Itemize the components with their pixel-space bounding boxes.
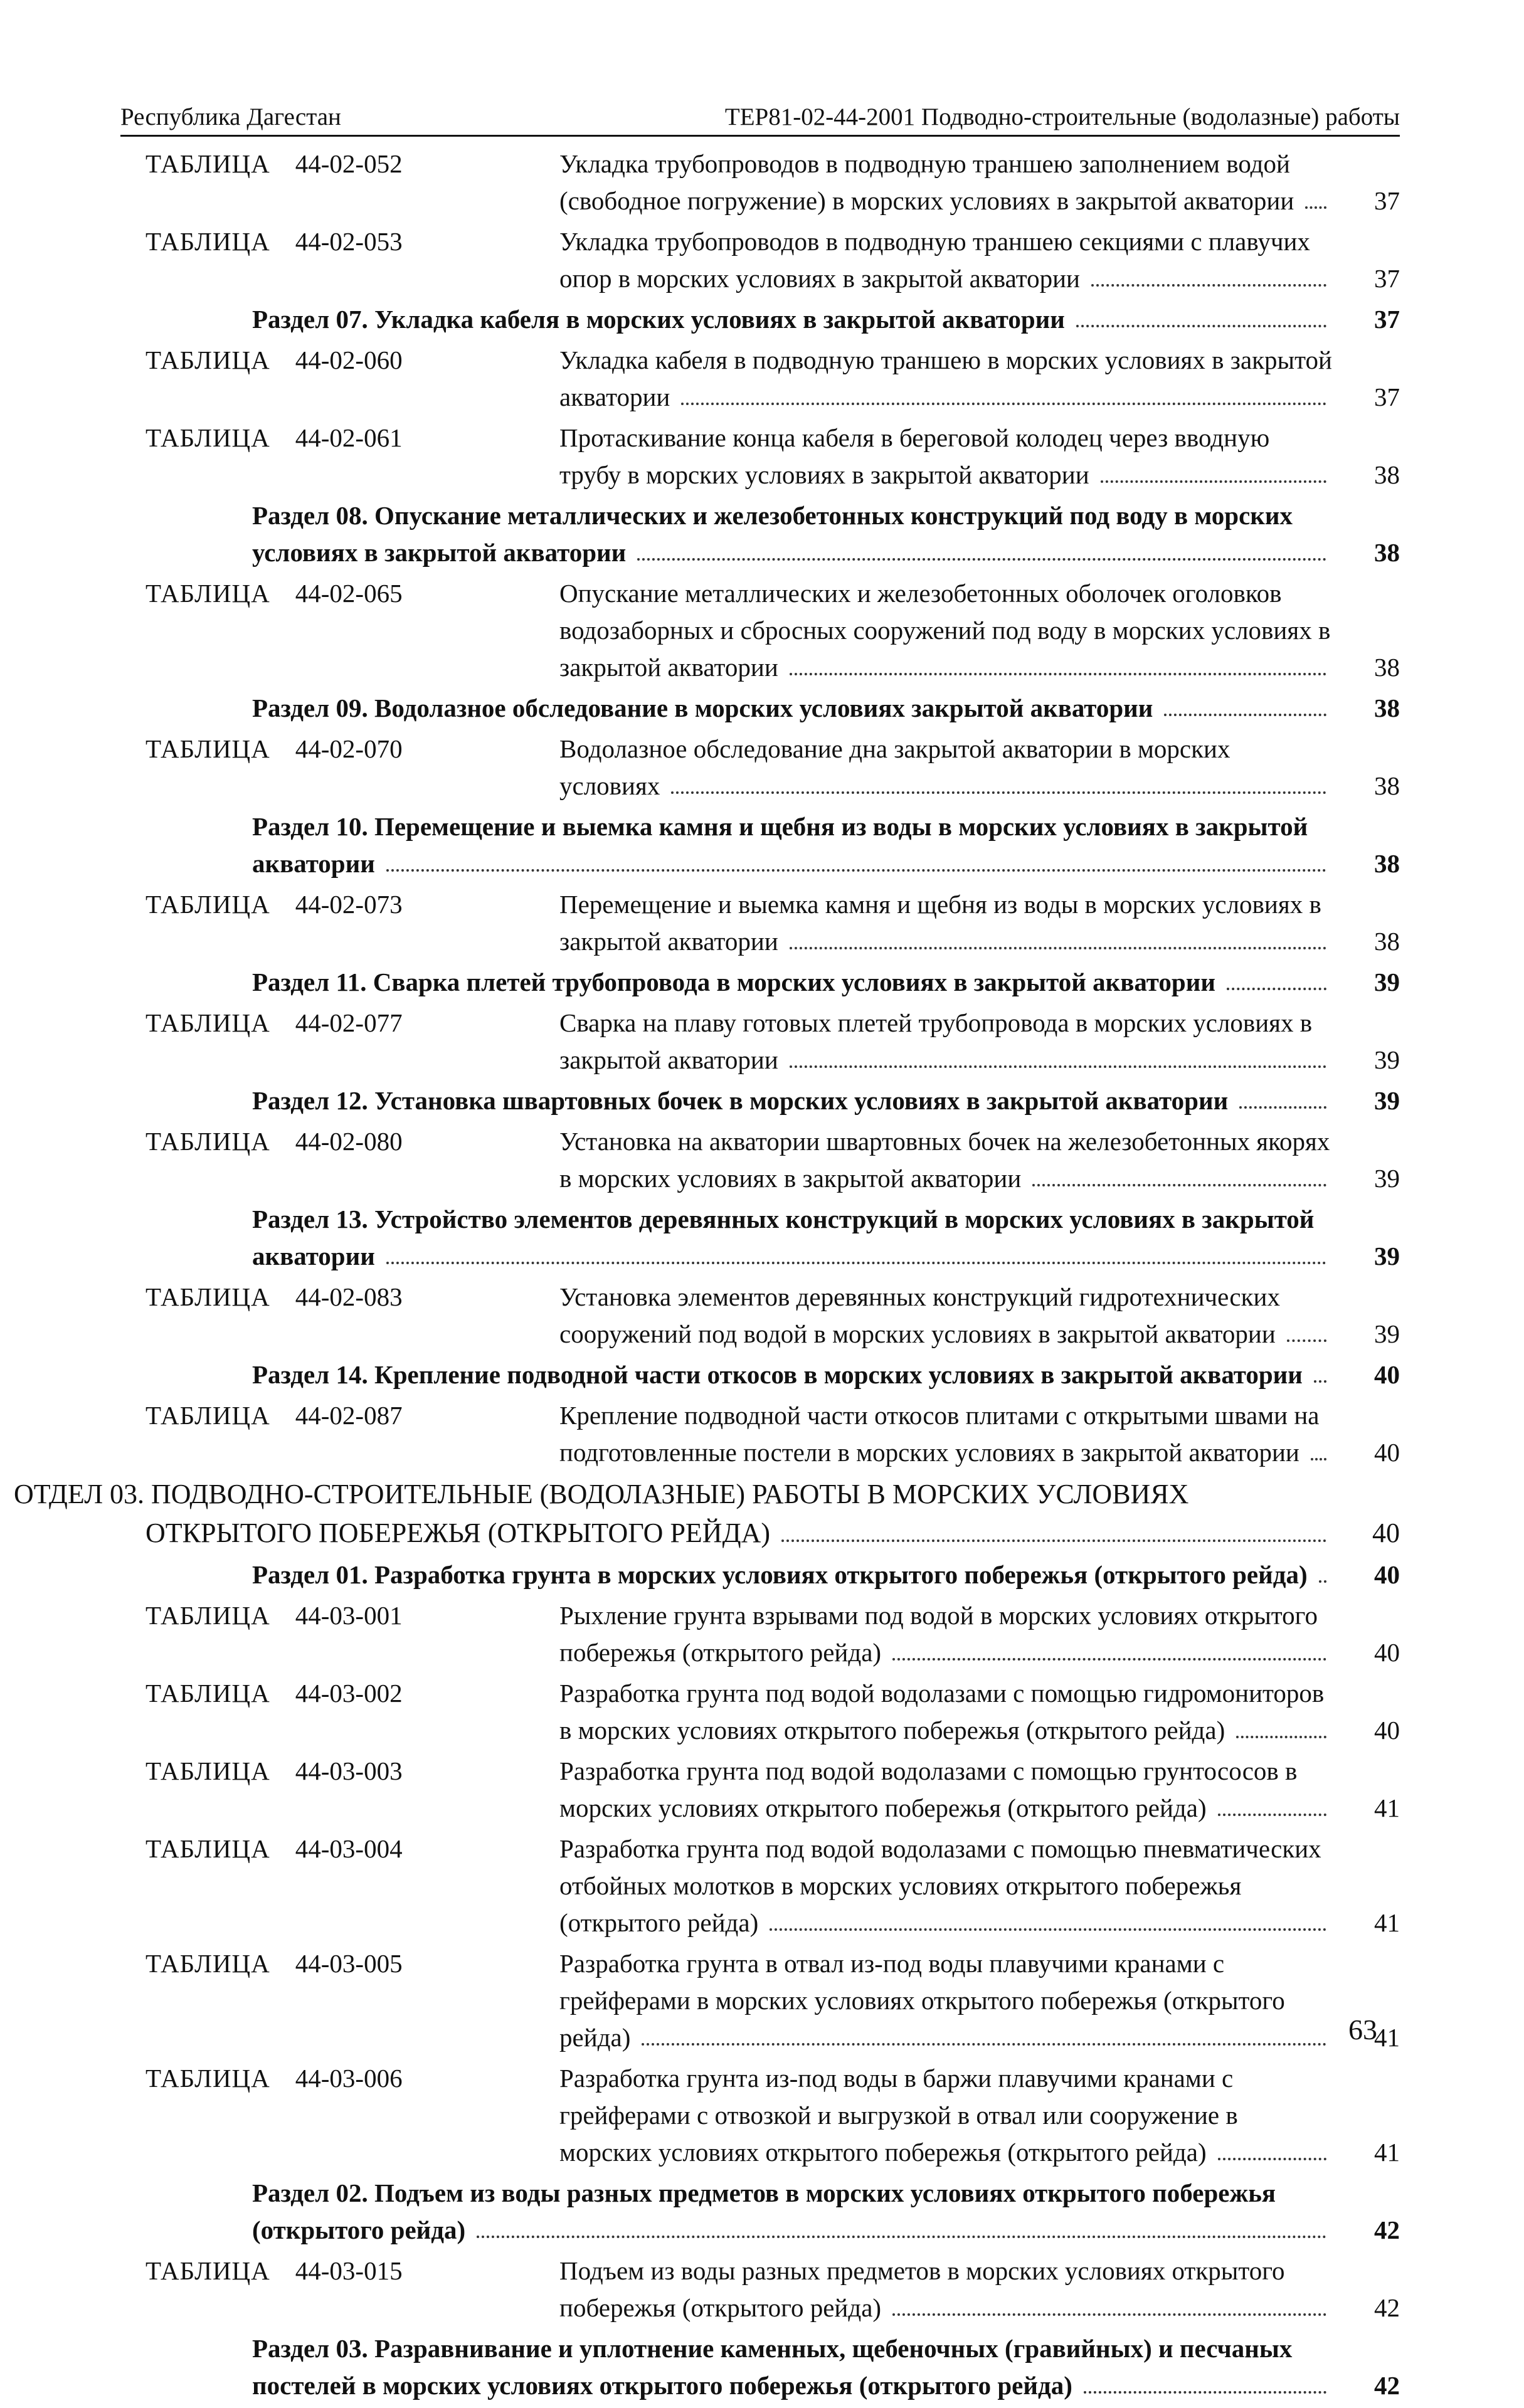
entry-title — [559, 1753, 1335, 1827]
entry-title-text: Опускание металлических и железобетонных оболочек оголовков водозаборных и сбросных сооружений под воду в морских условиях в закрытой акватории — [559, 579, 1331, 682]
section-title-text: Раздел 08. Опускание металлических и железобетонных конструкций под воду в морских условиях в закрытой акватории — [252, 501, 1293, 567]
section-title-text: Раздел 14. Крепление подводной части откосов в морских условиях в закрытой акватории — [252, 1360, 1308, 1389]
table-code: 44-02-087 — [295, 1401, 403, 1430]
toc-section-row — [146, 2330, 1407, 2404]
toc-section-row — [146, 1082, 1407, 1119]
section-page: 37 — [1374, 305, 1400, 334]
entry-title — [559, 731, 1335, 805]
header-right: ТЕР81-02-44-2001 Подводно-строительные (водолазные) работы — [724, 103, 1400, 130]
entry-page: 41 — [1374, 1908, 1400, 1937]
toc-table-row — [146, 575, 1407, 686]
table-keyword: ТАБЛИЦА — [146, 1401, 270, 1430]
dot-leader — [1101, 480, 1326, 483]
table-keyword: ТАБЛИЦА — [146, 2064, 270, 2093]
toc-table-row — [146, 2060, 1407, 2171]
entry-page: 37 — [1374, 383, 1400, 411]
dot-leader — [1084, 2391, 1326, 2394]
toc-table-row — [146, 145, 1407, 219]
entry-title — [559, 1830, 1335, 1941]
dot-leader — [892, 1658, 1326, 1661]
section-title-text: Раздел 10. Перемещение и выемка камня и щебня из воды в морских условиях в закрытой акватории — [252, 812, 1308, 878]
table-code: 44-02-073 — [295, 890, 403, 919]
section-title-text: Раздел 11. Сварка плетей трубопровода в морских условиях в закрытой акватории — [252, 968, 1220, 996]
section-page: 38 — [1374, 694, 1400, 722]
table-code: 44-03-004 — [295, 1834, 403, 1863]
dot-leader — [1091, 284, 1326, 287]
entry-title-text: Перемещение и выемка камня и щебня из воды в морских условиях в закрытой акватории — [559, 890, 1321, 956]
toc-table-row — [146, 1279, 1407, 1353]
entry-title — [559, 145, 1335, 219]
entry-page: 39 — [1374, 1045, 1400, 1074]
table-keyword: ТАБЛИЦА — [146, 1756, 270, 1785]
entry-title — [559, 1005, 1335, 1079]
toc-table-row — [146, 223, 1407, 297]
table-keyword: ТАБЛИЦА — [146, 1127, 270, 1156]
table-keyword: ТАБЛИЦА — [146, 1601, 270, 1630]
entry-title-text: Разработка грунта под водой водолазами с помощью пневматических отбойных молотков в морских условиях открытого побережья (открытого рейда) — [559, 1834, 1321, 1937]
entry-title — [559, 1675, 1335, 1749]
entry-page: 39 — [1374, 1164, 1400, 1193]
dot-leader — [671, 791, 1326, 794]
dot-leader — [1218, 1814, 1326, 1816]
table-code: 44-03-015 — [295, 2256, 403, 2285]
dot-leader — [1239, 1106, 1326, 1109]
entry-title-text: Разработка грунта в отвал из-под воды плавучими кранами с грейферами в морских условиях открытого побережья (открытого рейда) — [559, 1949, 1285, 2052]
table-code: 44-02-083 — [295, 1282, 403, 1311]
toc-table-row — [146, 2252, 1407, 2326]
entry-title-text: Укладка трубопроводов в подводную траншею секциями с плавучих опор в морских условиях в закрытой акватории — [559, 227, 1310, 293]
toc-section-row — [146, 1556, 1407, 1593]
dot-leader — [681, 403, 1326, 405]
dot-leader — [790, 1065, 1326, 1068]
table-code: 44-02-065 — [295, 579, 403, 608]
table-code: 44-02-061 — [295, 423, 403, 452]
section-title — [146, 964, 1335, 1001]
section-page: 39 — [1374, 1242, 1400, 1270]
section-title-text: Раздел 02. Подъем из воды разных предметов в морских условиях открытого побережья (открытого рейда) — [252, 2178, 1276, 2244]
table-label — [146, 2060, 559, 2171]
entry-title — [559, 1397, 1335, 1471]
dot-leader — [1311, 1458, 1326, 1460]
entry-title-text: Разработка грунта из-под воды в баржи плавучими кранами с грейферами с отвозкой и выгрузкой в отвал или сооружение в морских условиях открытого побережья (открытого рейда) — [559, 2064, 1238, 2167]
entry-title-text: Установка элементов деревянных конструкций гидротехнических сооружений под водой в морских условиях в закрытой акватории — [559, 1282, 1280, 1348]
toc-section-row — [146, 808, 1407, 882]
dot-leader — [781, 1539, 1326, 1542]
toc-otdel-row — [14, 1475, 1407, 1553]
running-header — [120, 93, 1400, 137]
toc-table-row — [146, 731, 1407, 805]
table-label — [146, 2252, 559, 2326]
entry-title-text: Крепление подводной части откосов плитами с открытыми швами на подготовленные постели в морских условиях в закрытой акватории — [559, 1401, 1320, 1467]
section-title-text: Раздел 12. Установка швартовных бочек в морских условиях в закрытой акватории — [252, 1086, 1233, 1115]
table-keyword: ТАБЛИЦА — [146, 1282, 270, 1311]
dot-leader — [1314, 1380, 1326, 1383]
table-label — [146, 731, 559, 805]
toc-table-row — [146, 1597, 1407, 1671]
table-keyword: ТАБЛИЦА — [146, 227, 270, 256]
entry-title-text: Протаскивание конца кабеля в береговой колодец через вводную трубу в морских условиях в закрытой акватории — [559, 423, 1270, 489]
section-title — [146, 1556, 1335, 1593]
dot-leader — [1032, 1184, 1326, 1186]
entry-title — [559, 1597, 1335, 1671]
toc-table-row — [146, 342, 1407, 416]
toc-table-row — [146, 420, 1407, 494]
toc-section-row — [146, 497, 1407, 571]
table-keyword: ТАБЛИЦА — [146, 1949, 270, 1978]
entry-title-text: Сварка на плаву готовых плетей трубопровода в морских условиях в закрытой акватории — [559, 1008, 1313, 1074]
entry-page: 38 — [1374, 653, 1400, 682]
table-code: 44-03-001 — [295, 1601, 403, 1630]
dot-leader — [892, 2313, 1326, 2316]
table-code: 44-02-077 — [295, 1008, 403, 1037]
entry-page: 37 — [1374, 264, 1400, 293]
table-code: 44-03-006 — [295, 2064, 403, 2093]
section-title — [146, 2330, 1335, 2404]
table-keyword: ТАБЛИЦА — [146, 1008, 270, 1037]
dot-leader — [790, 673, 1326, 675]
table-label — [146, 1123, 559, 1197]
entry-title-text: Разработка грунта под водой водолазами с помощью грунтососов в морских условиях открытого побережья (открытого рейда) — [559, 1756, 1298, 1822]
table-label — [146, 1945, 559, 2056]
toc-section-row — [146, 2175, 1407, 2249]
table-code: 44-02-060 — [295, 346, 403, 374]
table-keyword: ТАБЛИЦА — [146, 149, 270, 178]
entry-page: 42 — [1374, 2293, 1400, 2322]
dot-leader — [1076, 325, 1326, 327]
table-code: 44-02-070 — [295, 734, 403, 763]
section-title-text: Раздел 03. Разравнивание и уплотнение каменных, щебеночных (гравийных) и песчаных постелей в морских условиях открытого побережья (открытого рейда) — [252, 2334, 1293, 2400]
section-page: 40 — [1374, 1360, 1400, 1389]
toc-table-row — [146, 1945, 1407, 2056]
table-label — [146, 1597, 559, 1671]
section-title-text: Раздел 13. Устройство элементов деревянных конструкций в морских условиях в закрытой акватории — [252, 1205, 1315, 1270]
toc-table-row — [146, 1675, 1407, 1749]
entry-page: 38 — [1374, 771, 1400, 800]
toc-table-row — [146, 1005, 1407, 1079]
section-title — [146, 2175, 1335, 2249]
table-keyword: ТАБЛИЦА — [146, 579, 270, 608]
section-title — [146, 1082, 1335, 1119]
dot-leader — [1227, 988, 1326, 990]
entry-title — [559, 420, 1335, 494]
dot-leader — [642, 2043, 1326, 2046]
dot-leader — [1319, 1580, 1326, 1583]
toc-section-row — [146, 690, 1407, 727]
table-label — [146, 575, 559, 686]
entry-title — [559, 1123, 1335, 1197]
table-label — [146, 1675, 559, 1749]
toc-section-row — [146, 964, 1407, 1001]
dot-leader — [386, 1262, 1326, 1264]
dot-leader — [770, 1928, 1326, 1931]
section-page: 42 — [1374, 2371, 1400, 2400]
table-label — [146, 1005, 559, 1079]
dot-leader — [1164, 714, 1326, 716]
toc-table-row — [146, 1123, 1407, 1197]
page-number: 63 — [1348, 2014, 1377, 2046]
section-page: 38 — [1374, 849, 1400, 878]
table-label — [146, 420, 559, 494]
toc-section-row — [146, 1201, 1407, 1275]
entry-title — [559, 223, 1335, 297]
entry-title-text: Подъем из воды разных предметов в морских условиях открытого побережья (открытого рейда) — [559, 2256, 1285, 2322]
table-keyword: ТАБЛИЦА — [146, 1679, 270, 1708]
entry-title — [559, 886, 1335, 960]
table-label — [146, 1397, 559, 1471]
toc-section-row — [146, 301, 1407, 338]
table-label — [146, 1830, 559, 1941]
otdel-title — [14, 1475, 1335, 1553]
section-title — [146, 497, 1335, 571]
header-left: Республика Дагестан — [120, 103, 341, 130]
table-keyword: ТАБЛИЦА — [146, 2256, 270, 2285]
table-label — [146, 1279, 559, 1353]
table-label — [146, 223, 559, 297]
dot-leader — [386, 869, 1326, 872]
entry-title — [559, 342, 1335, 416]
section-page: 42 — [1374, 2215, 1400, 2244]
section-page: 40 — [1374, 1560, 1400, 1589]
entry-title — [559, 1279, 1335, 1353]
entry-title-text: Разработка грунта под водой водолазами с помощью гидромониторов в морских условиях открытого побережья (открытого рейда) — [559, 1679, 1325, 1745]
entry-page: 40 — [1374, 1716, 1400, 1745]
table-code: 44-03-002 — [295, 1679, 403, 1708]
entry-title-text: Рыхление грунта взрывами под водой в морских условиях открытого побережья (открытого рейда) — [559, 1601, 1318, 1667]
table-label — [146, 342, 559, 416]
otdel-title-text: ОТДЕЛ 03. ПОДВОДНО-СТРОИТЕЛЬНЫЕ (ВОДОЛАЗНЫЕ) РАБОТЫ В МОРСКИХ УСЛОВИЯХ ОТКРЫТОГО ПОБЕРЕЖЬЯ (ОТКРЫТОГО РЕЙДА) — [14, 1479, 1189, 1548]
table-code: 44-02-052 — [295, 149, 403, 178]
table-keyword: ТАБЛИЦА — [146, 1834, 270, 1863]
toc-section-row — [146, 1356, 1407, 1393]
table-code: 44-03-003 — [295, 1756, 403, 1785]
otdel-page: 40 — [1372, 1518, 1400, 1548]
toc-table-row — [146, 1397, 1407, 1471]
dot-leader — [1218, 2158, 1326, 2160]
table-keyword: ТАБЛИЦА — [146, 734, 270, 763]
entry-title-text: Установка на акватории швартовных бочек на железобетонных якорях в морских условиях в закрытой акватории — [559, 1127, 1330, 1193]
table-code: 44-02-053 — [295, 227, 403, 256]
entry-page: 38 — [1374, 927, 1400, 956]
entry-page: 41 — [1374, 1793, 1400, 1822]
entry-page: 41 — [1374, 2138, 1400, 2167]
entry-page: 39 — [1374, 1319, 1400, 1348]
dot-leader — [1236, 1736, 1326, 1738]
table-label — [146, 1753, 559, 1827]
section-title — [146, 301, 1335, 338]
table-code: 44-02-080 — [295, 1127, 403, 1156]
toc-table-row — [146, 886, 1407, 960]
section-title-text: Раздел 09. Водолазное обследование в морских условиях закрытой акватории — [252, 694, 1158, 722]
dot-leader — [1305, 206, 1326, 209]
entry-title — [559, 1945, 1335, 2056]
entry-page: 37 — [1374, 186, 1400, 215]
dot-leader — [477, 2236, 1326, 2238]
dot-leader — [1287, 1339, 1326, 1342]
entry-title — [559, 575, 1335, 686]
section-title-text: Раздел 01. Разработка грунта в морских условиях открытого побережья (открытого рейда) — [252, 1560, 1313, 1589]
toc-table-row — [146, 1830, 1407, 1941]
entry-page: 41 — [1374, 2023, 1400, 2052]
section-page: 39 — [1374, 968, 1400, 996]
section-title-text: Раздел 07. Укладка кабеля в морских условиях в закрытой акватории — [252, 305, 1070, 334]
toc-table-row — [146, 1753, 1407, 1827]
entry-title-text: Укладка трубопроводов в подводную траншею заполнением водой (свободное погружение) в морских условиях в закрытой акватории — [559, 149, 1299, 215]
entry-title-text: Водолазное обследование дна закрытой акватории в морских условиях — [559, 734, 1230, 800]
entry-page: 40 — [1374, 1438, 1400, 1467]
section-title — [146, 1356, 1335, 1393]
table-keyword: ТАБЛИЦА — [146, 890, 270, 919]
dot-leader — [790, 947, 1326, 949]
section-page: 39 — [1374, 1086, 1400, 1115]
section-title — [146, 808, 1335, 882]
table-keyword: ТАБЛИЦА — [146, 423, 270, 452]
dot-leader — [637, 558, 1326, 561]
section-page: 38 — [1374, 538, 1400, 567]
entry-page: 40 — [1374, 1638, 1400, 1667]
entry-title — [559, 2252, 1335, 2326]
section-title — [146, 690, 1335, 727]
entry-page: 38 — [1374, 460, 1400, 489]
table-label — [146, 145, 559, 219]
table-code: 44-03-005 — [295, 1949, 403, 1978]
entry-title — [559, 2060, 1335, 2171]
section-title — [146, 1201, 1335, 1275]
table-label — [146, 886, 559, 960]
table-keyword: ТАБЛИЦА — [146, 346, 270, 374]
entry-title-text: Укладка кабеля в подводную траншею в морских условиях в закрытой акватории — [559, 346, 1332, 411]
table-of-contents — [14, 145, 1407, 2408]
